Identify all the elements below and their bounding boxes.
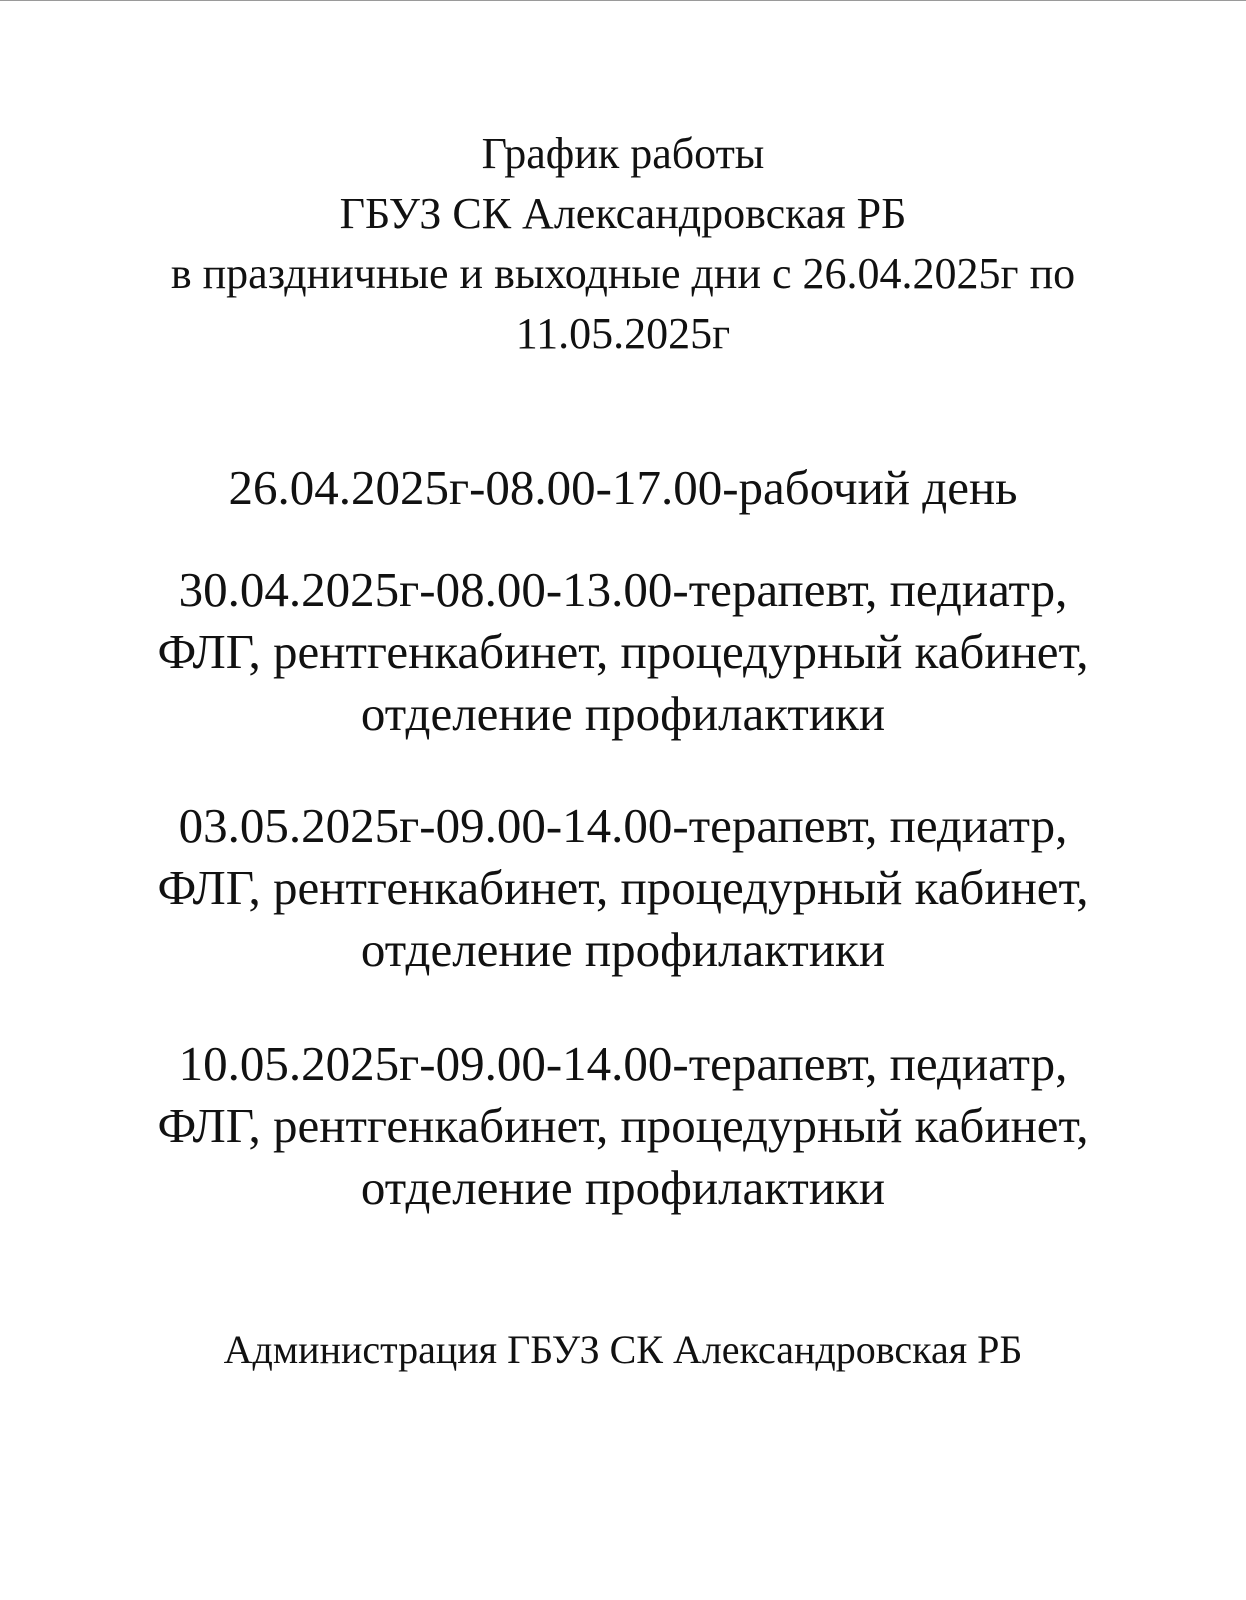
- schedule-entry-line: отделение профилактики: [360, 922, 886, 977]
- header-title: График работы: [481, 129, 765, 178]
- schedule-entry-line: отделение профилактики: [360, 1160, 886, 1215]
- schedule-entry-line: 10.05.2025г-09.00-14.00-терапевт, педиатр,: [178, 1036, 1068, 1091]
- notice-header: [60, 124, 1186, 364]
- schedule-entry-line: ФЛГ, рентгенкабинет, процедурный кабинет,: [157, 1098, 1089, 1153]
- schedule-entry-2025-04-26: [60, 457, 1186, 519]
- header-period: в праздничные и выходные дни с 26.04.2025г по: [170, 249, 1076, 298]
- schedule-entry-line: ФЛГ, рентгенкабинет, процедурный кабинет,: [157, 860, 1089, 915]
- schedule-entry-line: отделение профилактики: [360, 686, 886, 741]
- header-period-end: 11.05.2025г: [515, 309, 731, 358]
- header-organization: ГБУЗ СК Александровская РБ: [339, 189, 907, 238]
- schedule-entry-line: ФЛГ, рентгенкабинет, процедурный кабинет,: [157, 624, 1089, 679]
- administration-signature: Администрация ГБУЗ СК Александровская РБ: [223, 1327, 1023, 1372]
- schedule-entry-2025-04-30: [60, 559, 1186, 745]
- schedule-entry-line: 30.04.2025г-08.00-13.00-терапевт, педиатр,: [178, 562, 1068, 617]
- schedule-entry-line: 03.05.2025г-09.00-14.00-терапевт, педиатр,: [178, 798, 1068, 853]
- schedule-entry-2025-05-03: [60, 795, 1186, 981]
- schedule-entry-line: 26.04.2025г-08.00-17.00-рабочий день: [228, 460, 1018, 515]
- schedule-entry-2025-05-10: [60, 1033, 1186, 1219]
- top-border-line: [0, 0, 1246, 1]
